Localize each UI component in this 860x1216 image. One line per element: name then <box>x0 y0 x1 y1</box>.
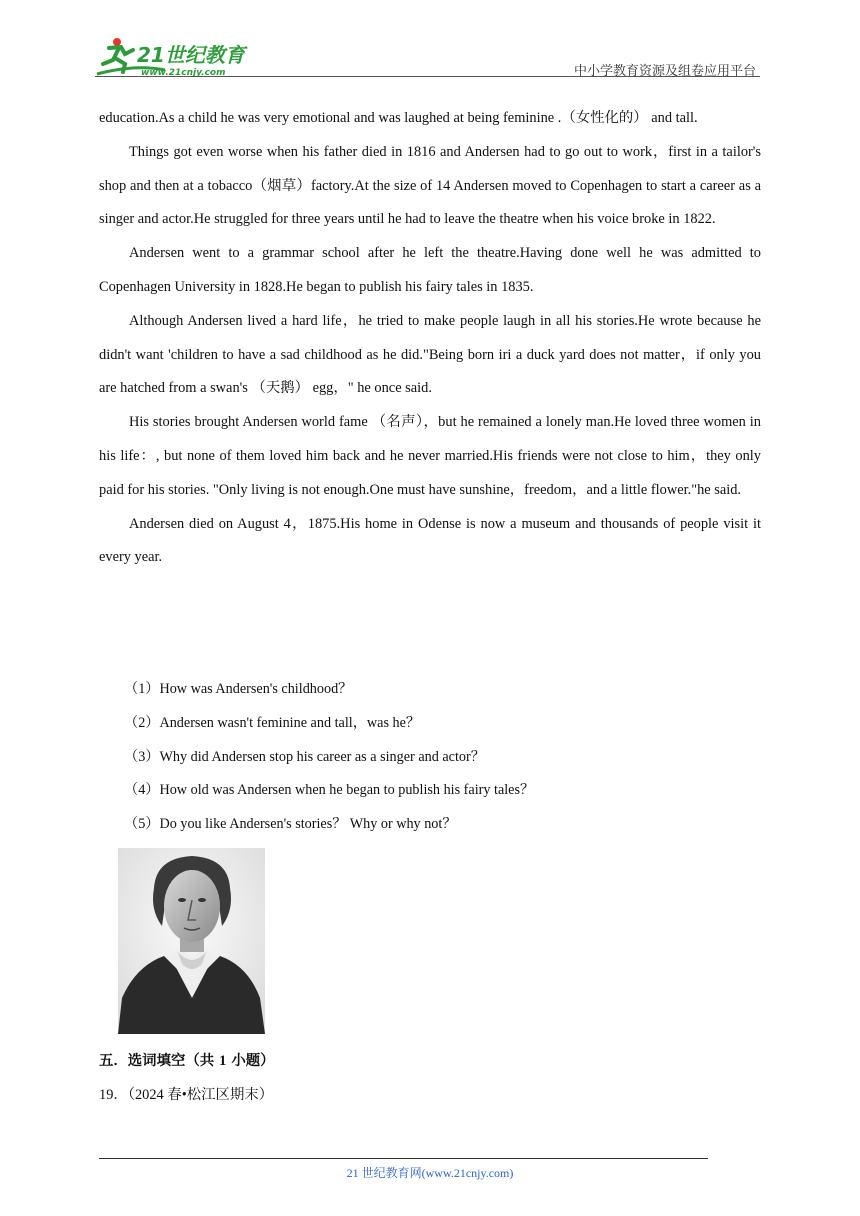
paragraph-6: Andersen died on August 4，1875.His home in Odense is now a museum and thousands of people visit it every year. <box>99 515 761 566</box>
logo-url-text: www.21cnjy.com <box>141 68 226 78</box>
question-item: （1）How was Andersen's childhood？ <box>124 681 353 697</box>
question-number: 19．（2024 春•松江区期末） <box>99 1087 274 1103</box>
section-question-count: 1 <box>219 1053 227 1069</box>
question-item: （4）How old was Andersen when he began to publish his fairy tales？ <box>124 782 535 799</box>
question-item: （3）Why did Andersen stop his career as a singer and actor？ <box>124 748 485 765</box>
footer-link[interactable]: 21 世纪教育网(www.21cnjy.com) <box>346 1166 514 1180</box>
paragraph-1: education.As a child he was very emotional and was laughed at being feminine .（女性化的） and tall. <box>99 110 698 126</box>
question-list <box>124 673 534 842</box>
paragraph-3: Andersen went to a grammar school after he left the theatre.Having done well he was admitted to Copenhagen University in 1828.He began to publish his fairy tales in 1835. <box>99 245 761 295</box>
question-item: （5）Do you like Andersen's stories？ Why or why not？ <box>124 816 457 833</box>
paragraph-2: Things got even worse when his father died in 1816 and Andersen had to go out to work，first in a tailor's shop and then at a tobacco（烟草）factory.At the size of 14 Andersen moved to Copenhagen to start a career as a singer and actor.He struggled for three years until he had to leave the theatre when his voice broke in 1822. <box>99 143 761 228</box>
section-title <box>99 1048 275 1074</box>
header-divider <box>95 76 760 77</box>
paragraph-4: Although Andersen lived a hard life，he tried to make people laugh in all his stories.He wrote because he didn't want 'children to have a sad childhood as he did."Being born iri a duck yard does not matter，if only you are hatched from a swan's （天鹅） egg，" he once said. <box>99 312 761 397</box>
paragraph-5: His stories brought Andersen world fame （名声），but he remained a lonely man.He loved three women in his life：, but none of them loved him back and he never married.His friends were not close to him，they only paid for his stories. "Only living is not enough.One must have sunshine，freedom，and a little flower."he said. <box>99 414 761 498</box>
runner-logo-icon <box>95 34 260 78</box>
question-item: （2）Andersen wasn't feminine and tall，was he？ <box>124 714 421 731</box>
page-header <box>95 30 760 80</box>
logo-text: 21世纪教育 <box>137 43 245 67</box>
footer-divider <box>99 1158 708 1159</box>
section-title-prefix: 五．选词填空（共 <box>99 1053 220 1069</box>
platform-name: 中小学教育资源及组卷应用平台 <box>573 64 756 79</box>
andersen-portrait <box>118 848 265 1034</box>
portrait-image <box>118 848 265 1034</box>
reading-passage <box>99 102 761 575</box>
site-logo <box>95 34 260 78</box>
section-title-suffix: 小题） <box>226 1053 275 1069</box>
